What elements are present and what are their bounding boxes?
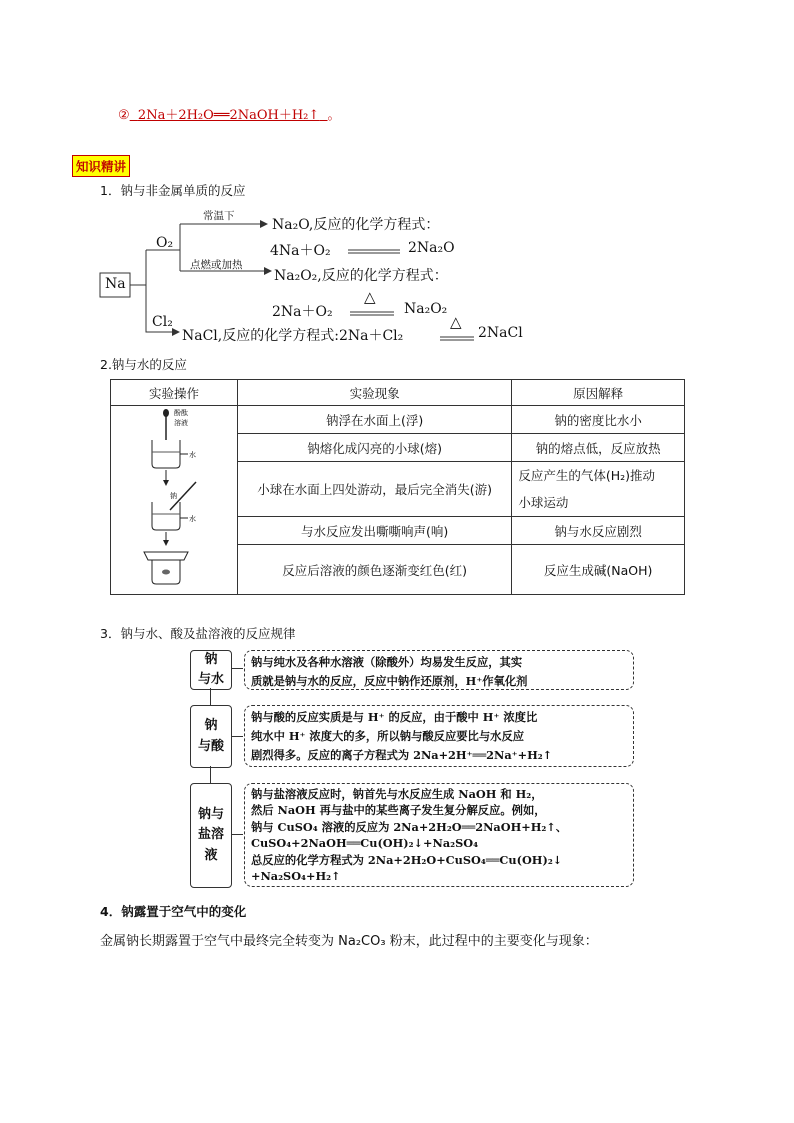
condition-ignite: 点燃或加热	[190, 259, 243, 271]
heat-triangle-2: △	[450, 313, 462, 331]
rule-text-water: 钠与纯水及各种水溶液（除酸外）均易发生反应，其实 质就是钠与水的反应，反应中钠作还原剂，H⁺作氧化剂	[244, 650, 634, 690]
header-phenomenon: 实验现象	[237, 380, 511, 406]
condition-room-temp: 常温下	[203, 210, 235, 222]
header-operation: 实验操作	[111, 380, 238, 406]
cl2-label: Cl₂	[152, 314, 173, 330]
header-reason: 原因解释	[512, 380, 685, 406]
experiment-table	[110, 379, 685, 595]
reason-4: 钠与水反应剧烈	[512, 517, 685, 545]
reason-1: 钠的密度比水小	[512, 406, 685, 434]
equation-marker: ②	[118, 108, 130, 123]
branch1-eq-left: 4Na＋O₂	[270, 243, 331, 259]
na-label: Na	[105, 276, 126, 292]
experiment-figure	[111, 406, 238, 595]
reason-3-line2: 小球运动	[518, 495, 569, 510]
heat-triangle-1: △	[364, 288, 376, 306]
branch1-eq-right: 2Na₂O	[408, 240, 455, 256]
o2-label: O₂	[156, 235, 174, 251]
section4-title: 4．钠露置于空气中的变化	[100, 904, 247, 919]
phenomenon-3: 小球在水面上四处游动，最后完全消失(游)	[237, 462, 511, 517]
reaction-diagram	[0, 0, 794, 360]
reason-5: 反应生成碱(NaOH)	[512, 545, 685, 595]
section2-title: 2.钠与水的反应	[100, 357, 187, 372]
indicator-label: 酚酞	[173, 409, 188, 417]
reason-3-line1: 反应产生的气体(H₂)推动	[518, 468, 655, 483]
section1-title: 1．钠与非金属单质的反应	[100, 183, 246, 198]
phenomenon-1: 钠浮在水面上(浮)	[237, 406, 511, 434]
branch2-eq-right: Na₂O₂	[404, 301, 448, 317]
rule-label-salt: 钠与 盐溶 液	[190, 783, 232, 888]
phenomenon-2: 钠熔化成闪亮的小球(熔)	[237, 434, 511, 462]
branch3-text: NaCl,反应的化学方程式:2Na＋Cl₂	[182, 328, 404, 344]
branch1-text: Na₂O,反应的化学方程式：	[272, 217, 440, 233]
section-badge: 知识精讲	[72, 155, 130, 177]
phenomenon-5: 反应后溶液的颜色逐渐变红色(红)	[237, 545, 511, 595]
section4-paragraph: 金属钠长期露置于空气中最终完全转变为 Na₂CO₃ 粉末，此过程中的主要变化与现象：	[100, 934, 598, 949]
rule-label-water: 钠 与水	[190, 650, 232, 690]
svg-text:水: 水	[188, 451, 196, 459]
equation-text: 2Na＋2H₂O══2NaOH＋H₂↑	[137, 108, 320, 123]
beaker-illustration	[114, 406, 234, 591]
branch2-text: Na₂O₂,反应的化学方程式：	[274, 268, 448, 284]
section3-title: 3．钠与水、酸及盐溶液的反应规律	[100, 626, 296, 641]
svg-text:溶液: 溶液	[173, 419, 188, 427]
phenomenon-4: 与水反应发出嘶嘶响声(响)	[237, 517, 511, 545]
rule-text-salt: 钠与盐溶液反应时，钠首先与水反应生成 NaOH 和 H₂， 然后 NaOH 再与盐中的某些离子发生复分解反应。例如， 钠与 CuSO₄ 溶液的反应为 2Na+2H₂O══2NaOH+H₂↑、 CuSO₄+2NaOH══Cu(OH)₂↓+Na₂SO₄ 总反应的化学方程式为 2Na+2H₂O+CuSO₄══Cu(OH)₂↓ +Na₂SO₄+H₂↑	[244, 783, 634, 887]
svg-text:钠: 钠	[169, 492, 177, 500]
rule-text-acid: 钠与酸的反应实质是与 H⁺ 的反应，由于酸中 H⁺ 浓度比 纯水中 H⁺ 浓度大的多，所以钠与酸反应要比与水反应 剧烈得多。反应的离子方程式为 2Na+2H⁺══2Na⁺+H₂↑	[244, 705, 634, 767]
branch2-eq-left: 2Na＋O₂	[272, 304, 333, 320]
rule-label-acid: 钠 与酸	[190, 705, 232, 768]
svg-text:水: 水	[188, 515, 196, 523]
reason-3	[512, 462, 685, 517]
reason-2: 钠的熔点低，反应放热	[512, 434, 685, 462]
branch3-eq-right: 2NaCl	[478, 325, 523, 341]
equation-end: 。	[327, 108, 341, 123]
